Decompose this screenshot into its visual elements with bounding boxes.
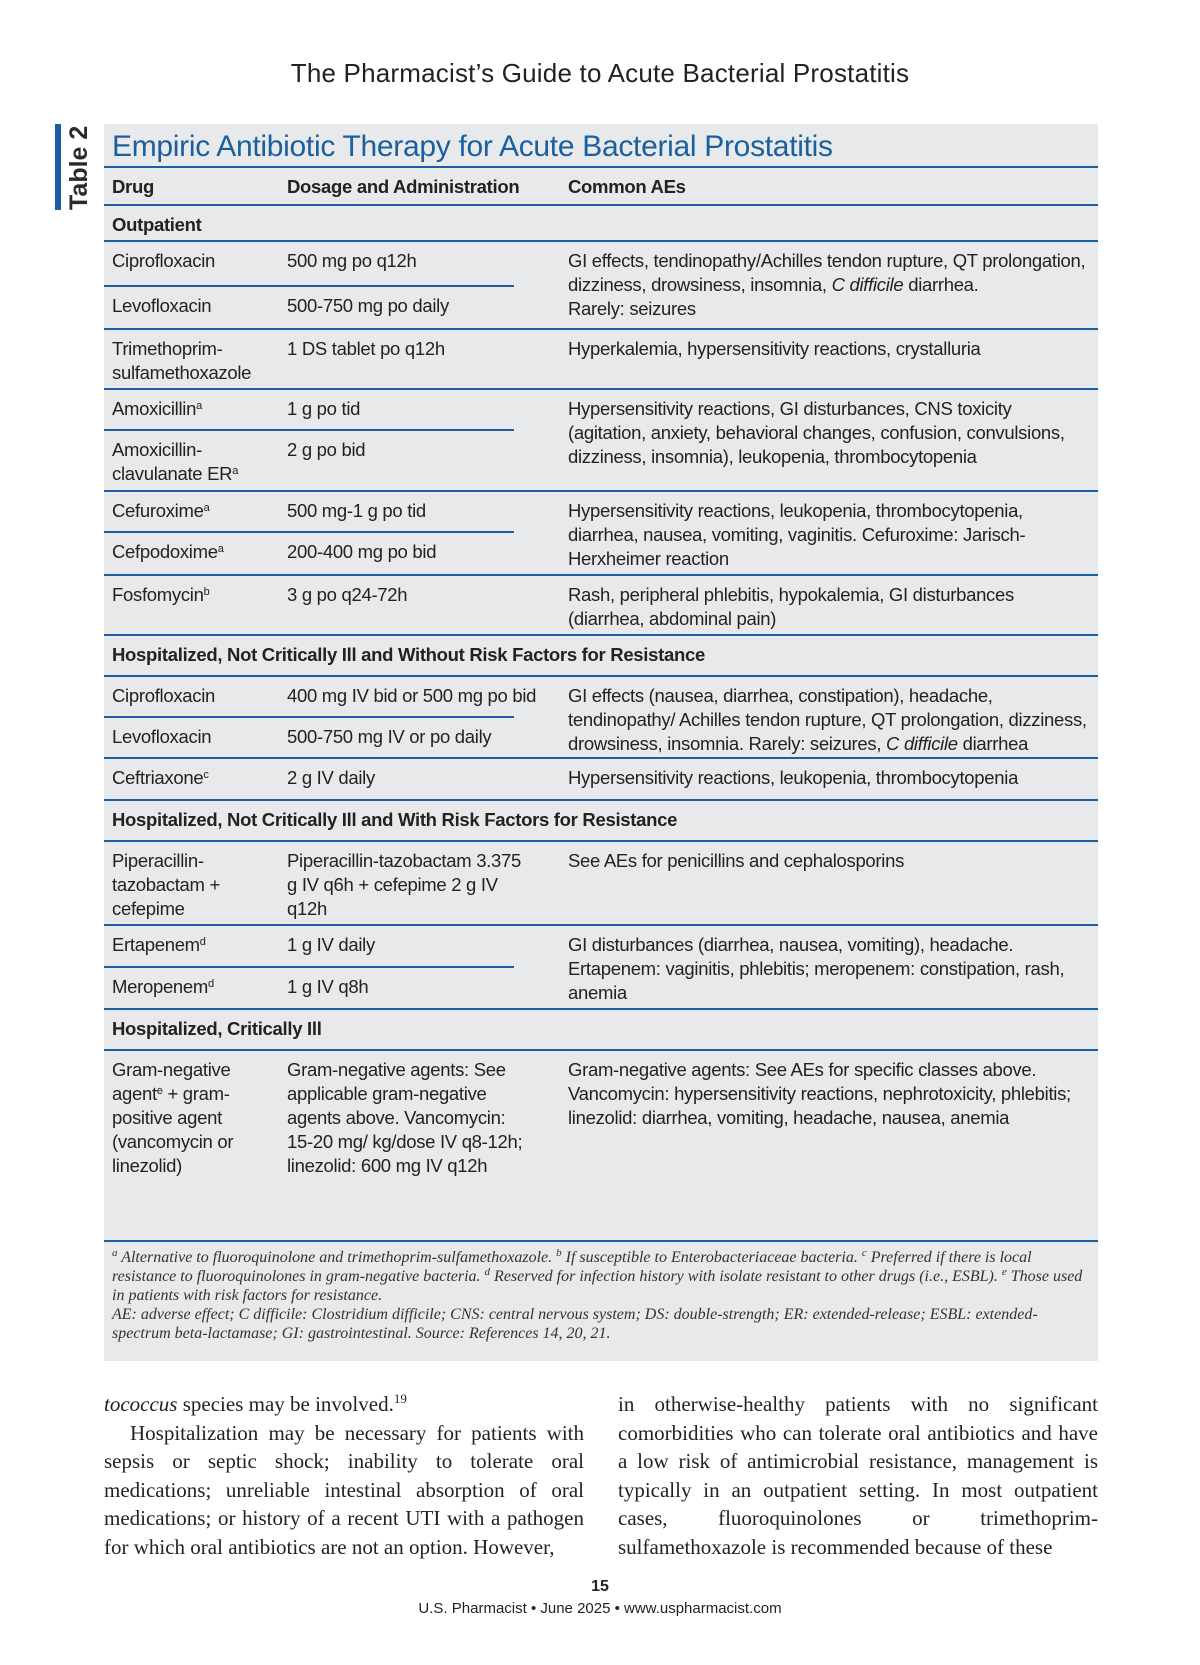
drug-ertapenem: Ertapenem$^d$ (112, 934, 206, 955)
section-outpatient: Outpatient (112, 214, 202, 235)
page-footer: U.S. Pharmacist • June 2025 • www.uspharmacist.com (418, 1600, 782, 1617)
drug-levofloxacin: Levofloxacin (112, 295, 212, 316)
rule (104, 388, 1098, 390)
ae-fluoroquinolones-outpatient: GI effects, tendinopathy/Achilles tendon rupture, QT prolongation, dizziness, drowsiness, insomnia, C difficile diarrhea. Rarely: seizures (568, 250, 1086, 319)
rule (104, 1008, 1098, 1010)
rule (104, 799, 1098, 801)
rule (104, 675, 1098, 677)
rule (104, 166, 1098, 168)
drug-ciprofloxacin: Ciprofloxacin (112, 250, 216, 271)
drug-cefuroxime: Cefuroxime$^a$ (112, 500, 210, 521)
rule (104, 757, 1098, 759)
ae-fluoroquinolones-hosp: GI effects (nausea, diarrhea, constipation), headache, tendinopathy/ Achilles tendon rupture, QT prolongation, dizziness, drowsiness, insomnia. Rarely: seizures, C difficile diarrhea (568, 685, 1087, 754)
page-number: 15 (591, 1578, 609, 1595)
rule (104, 240, 1098, 242)
rule (104, 328, 1098, 330)
dose-tmp-smx: 1 DS tablet po q12h (287, 338, 445, 359)
dose-ceftriaxone: 2 g IV daily (287, 767, 375, 788)
dose-fosfomycin: 3 g po q24-72h (287, 584, 408, 605)
section-hospitalized-risk: Hospitalized, Not Critically Ill and With Risk Factors for Resistance (112, 809, 678, 830)
dose-critical-combination: Gram-negative agents: See applicable gram-negative agents above. Vancomycin: 15-20 mg/ kg/dose IV q8-12h; linezolid: 600 mg IV q12h (287, 1059, 523, 1176)
rule (104, 1240, 1098, 1242)
rule (104, 574, 1098, 576)
rule (104, 966, 514, 968)
running-head: The Pharmacist’s Guide to Acute Bacterial Prostatitis (290, 58, 910, 88)
rule (104, 1049, 1098, 1051)
rule (104, 285, 514, 287)
abbreviations: AE: adverse effect; C difficile: Clostridium difficile; CNS: central nervous system; DS: double-strength; ER: extended-release; ESBL: extended-spectrum beta-lactamase; GI: gastrointestinal. Source: References 14, 20, 21. (112, 1306, 1038, 1342)
drug-ceftriaxone: Ceftriaxone$^c$ (112, 767, 209, 788)
table-label-tab (55, 124, 92, 210)
body-column-left: tococcus species may be involved.$^{19}$ Hospitalization may be necessary for patients with sepsis or septic shock; inability to tolerate oral medications; unreliable intestinal absorption of oral medications; or history of a recent UTI with a pathogen for which oral antibiotics are not an option. However, (104, 1390, 584, 1561)
dose-pip-tazo-cefepime: Piperacillin-tazobactam 3.375 g IV q6h + cefepime 2 g IV q12h (287, 850, 521, 919)
rule (104, 429, 514, 431)
ae-fosfomycin: Rash, peripheral phlebitis, hypokalemia, GI disturbances (diarrhea, abdominal pain) (568, 584, 1014, 629)
dose-ciprofloxacin-hosp: 400 mg IV bid or 500 mg po bid (287, 685, 537, 706)
ae-cephalosporins: Hypersensitivity reactions, leukopenia, thrombocytopenia, diarrhea, nausea, vomiting, vaginitis. Cefuroxime: Jarisch-Herxheimer reaction (568, 500, 1026, 569)
drug-fosfomycin: Fosfomycin$^b$ (112, 584, 210, 605)
dose-meropenem: 1 g IV q8h (287, 976, 369, 997)
ae-penicillins: Hypersensitivity reactions, GI disturbances, CNS toxicity (agitation, anxiety, behavioral changes, confusion, convulsions, dizziness, insomnia), leukopenia, thrombocytopenia (568, 398, 1065, 467)
antibiotic-table (104, 124, 1098, 1361)
header-aes: Common AEs (568, 176, 686, 197)
dose-cefpodoxime: 200-400 mg po bid (287, 541, 437, 562)
rule (104, 924, 1098, 926)
table-label: Table 2 (65, 125, 93, 210)
drug-amoxicillin: Amoxicillin$^a$ (112, 398, 202, 419)
section-critically-ill: Hospitalized, Critically Ill (112, 1018, 322, 1039)
dose-cefuroxime: 500 mg-1 g po tid (287, 500, 426, 521)
drug-amoxicillin-clavulanate: Amoxicillin-clavulanate $ER^a$ (112, 439, 239, 484)
header-drug: Drug (112, 176, 154, 197)
ae-pip-tazo-cefepime: See AEs for penicillins and cephalosporins (568, 850, 905, 871)
dose-amoxicillin: 1 g po tid (287, 398, 361, 419)
rule (104, 531, 514, 533)
rule (104, 490, 1098, 492)
dose-levofloxacin: 500-750 mg po daily (287, 295, 449, 316)
rule (104, 716, 514, 718)
drug-pip-tazo-cefepime: Piperacillin-tazobactam + cefepime (112, 850, 220, 919)
ae-critical-combination: Gram-negative agents: See AEs for specific classes above. Vancomycin: hypersensitivity reactions, nephrotoxicity, phlebitis; linezolid: diarrhea, vomiting, headache, nausea, anemia (568, 1059, 1071, 1128)
rule (104, 840, 1098, 842)
ae-ceftriaxone: Hypersensitivity reactions, leukopenia, thrombocytopenia (568, 767, 1019, 788)
drug-tmp-smx: Trimethoprim-sulfamethoxazole (112, 338, 252, 383)
header-dosage: Dosage and Administration (287, 176, 520, 197)
body-paragraph: Hospitalization may be necessary for patients with sepsis or septic shock; inability to tolerate oral medications; unreliable intestinal absorption of oral medications; or history of a recent UTI with a pathogen for which oral antibiotics are not an option. However, (104, 1420, 584, 1559)
drug-meropenem: Meropenem$^d$ (112, 976, 214, 997)
dose-amoxicillin-clavulanate: 2 g po bid (287, 439, 366, 460)
table-title: Empiric Antibiotic Therapy for Acute Bacterial Prostatitis (112, 130, 833, 163)
body-column-right (618, 1390, 1098, 1561)
body-paragraph: in otherwise-healthy patients with no significant comorbidities who can tolerate oral antibiotics and have a low risk of antimicrobial resistance, management is typically in an outpatient setting. In most outpatient cases, fluoroquinolones or trimethoprim-sulfamethoxazole is recommended because of these (618, 1392, 1098, 1559)
ae-tmp-smx: Hyperkalemia, hypersensitivity reactions, crystalluria (568, 338, 981, 359)
drug-cefpodoxime: Cefpodoxime$^a$ (112, 541, 224, 562)
ae-carbapenems: GI disturbances (diarrhea, nausea, vomiting), headache. Ertapenem: vaginitis, phlebitis; meropenem: constipation, rash, anemia (568, 934, 1065, 1003)
section-hospitalized-no-risk: Hospitalized, Not Critically Ill and Without Risk Factors for Resistance (112, 644, 705, 665)
drug-levofloxacin-hosp: Levofloxacin (112, 726, 212, 747)
drug-ciprofloxacin-hosp: Ciprofloxacin (112, 685, 216, 706)
dose-ciprofloxacin: 500 mg po q12h (287, 250, 417, 271)
table-footnotes: $^a$ Alternative to fluoroquinolone and trimethoprim-sulfamethoxazole. $^b$ If susceptible to Enterobacteriaceae bacteria. $^c$ Preferred if there is local resistance to fluoroquinolones in gram-negative bacteria. $^d$ Reserved for infection history with isolate resistant to other drugs (i.e., ESBL). $^e$ Those used in patients with risk factors for resistance. AE: adverse effect; C difficile: Clostridium difficile; CNS: central nervous system; DS: double-strength; ER: extended-release; ESBL: extended-spectrum beta-lactamase; GI: gastrointestinal. Source: References 14, 20, 21. (112, 1248, 1092, 1343)
rule (104, 634, 1098, 636)
rule (104, 204, 1098, 206)
drug-critical-combination: Gram-negative agent$^e$ + gram-positive agent (vancomycin or linezolid) (112, 1059, 234, 1176)
dose-levofloxacin-hosp: 500-750 mg IV or po daily (287, 726, 492, 747)
dose-ertapenem: 1 g IV daily (287, 934, 375, 955)
